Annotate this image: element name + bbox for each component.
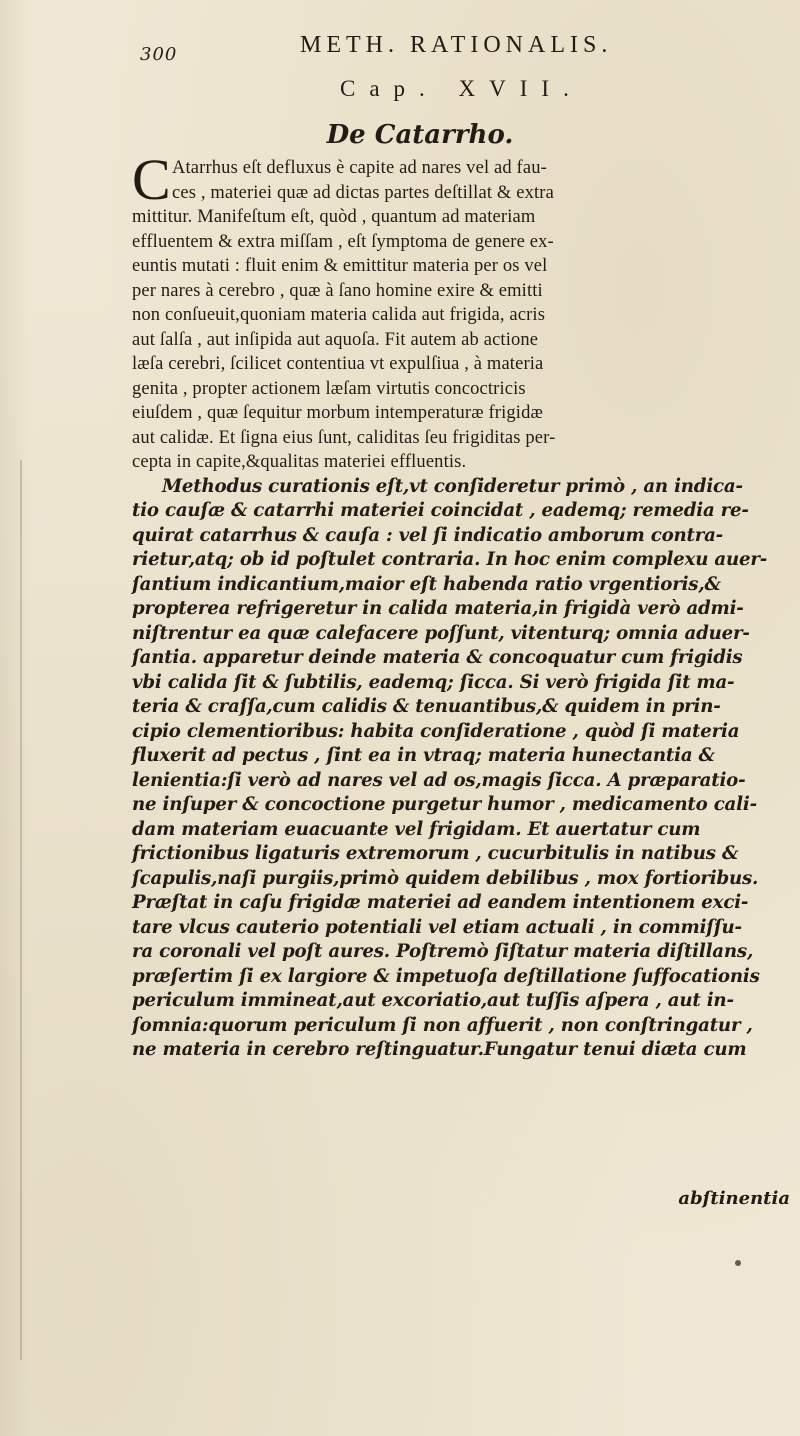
text-line: aut ſalſa , aut inſipida aut aquoſa. Fit autem ab actione	[132, 329, 539, 350]
italic-paragraph	[132, 475, 792, 1063]
text-line: præſertim ſi ex largiore & impetuoſa deſtillatione ſuffocationis	[132, 965, 760, 987]
text-line: frictionibus ligaturis extremorum , cucurbitulis in natibus &	[132, 843, 739, 864]
text-line: per nares à cerebro , quæ à ſano homine exire & emitti	[132, 280, 543, 301]
text-line: læſa cerebri, ſcilicet contentiua vt expulſiua , à materia	[132, 354, 544, 374]
text-line: fluxerit ad pectus , ſint ea in vtraq; materia hunectantia &	[132, 745, 715, 766]
text-line: mittitur. Manifeſtum eſt, quòd , quantum ad materiam	[132, 207, 536, 227]
text-line: ra coronali vel poſt aures. Poſtremò ſiſtatur materia diſtillans,	[132, 941, 754, 962]
chapter-heading: Cap. XVII.	[340, 76, 583, 101]
text-line: ne materia in cerebro reſtinguatur.Fungatur tenui diæta cum	[132, 1039, 747, 1060]
page-header	[0, 30, 800, 70]
text-line: effluentem & extra miſſam , eſt ſymptoma de genere ex-	[132, 231, 554, 252]
text-line: ſcapulis,naſi purgiis,primò quidem debilibus , mox fortioribus.	[132, 867, 759, 889]
text-line: ne inſuper & concoctione purgetur humor , medicamento cali-	[132, 794, 757, 815]
text-line: non conſueuit,quoniam materia calida aut frigida, acris	[132, 305, 546, 325]
catchword: abſtinentia	[678, 1188, 790, 1209]
text-line: lenientia:ſi verò ad nares vel ad os,magis ſicca. A præparatio-	[132, 769, 746, 791]
text-line: genita , propter actionem læſam virtutis concoctricis	[132, 378, 526, 399]
text-line: Præſtat in caſu frigidæ materiei ad eandem intentionem exci-	[132, 892, 749, 913]
text-line: niſtrentur ea quæ calefacere poſſunt, vitenturq; omnia aduer-	[132, 622, 750, 644]
text-line: quirat catarrhus & cauſa : vel ſi indicatio amborum contra-	[132, 524, 724, 546]
text-line: ſantia. apparetur deinde materia & concoquatur cum frigidis	[132, 647, 743, 668]
text-line: rietur,atq; ob id poſtulet contraria. In hoc enim complexu auer-	[132, 549, 768, 570]
text-line: teria & craſſa,cum calidis & tenuantibus,& quidem in prin-	[132, 696, 721, 717]
text-line: cepta in capite,&qualitas materiei effluentis.	[132, 452, 467, 472]
text-line: aut calidæ. Et ſigna eius ſunt, caliditas ſeu frigiditas per-	[132, 427, 556, 448]
page-number: 300	[140, 44, 178, 65]
ink-spot	[735, 1260, 741, 1266]
body-text	[132, 147, 792, 1063]
text-line: dam materiam euacuante vel frigidam. Et auertatur cum	[132, 818, 701, 840]
running-head: METH. RATIONALIS.	[300, 32, 613, 58]
text-line: eiuſdem , quæ ſequitur morbum intemperaturæ frigidæ	[132, 403, 543, 423]
text-line: euntis mutati : fluit enim & emittitur materia per os vel	[132, 256, 548, 276]
text-line: vbi calida ſit & ſubtilis, eademq; ſicca. Si verò frigida ſit ma-	[132, 671, 735, 693]
text-line: ſomnia:quorum periculum ſi non affuerit , non conſtringatur ,	[132, 1014, 753, 1036]
text-line: tare vlcus cauterio potentiali vel etiam actuali , in commiſſu-	[132, 916, 742, 938]
text-line: cipio clementioribus: habita conſideratione , quòd ſi materia	[132, 720, 740, 742]
drop-cap: C	[132, 147, 171, 212]
page-edge-stain	[20, 460, 22, 1360]
text-line: ces , materiei quæ ad dictas partes deſtillat & extra	[172, 182, 554, 203]
roman-paragraph	[132, 147, 792, 475]
text-line-content: Atarrhus eſt defluxus è capite ad nares vel ad fau-	[172, 158, 547, 178]
text-line: ſantium indicantium,maior eſt habenda ratio vrgentioris,&	[132, 573, 721, 595]
section-title: De Catarrho.	[326, 120, 514, 150]
text-line: propterea refrigeretur in calida materia,in frigidà verò admi-	[132, 598, 744, 619]
text-line: Methodus curationis eſt,vt conſideretur primò , an indica-	[162, 475, 743, 497]
text-line: periculum immineat,aut excoriatio,aut tuſſis aſpera , aut in-	[132, 990, 734, 1011]
text-line: tio cauſæ & catarrhi materiei coincidat , eademq; remedia re-	[132, 500, 749, 521]
